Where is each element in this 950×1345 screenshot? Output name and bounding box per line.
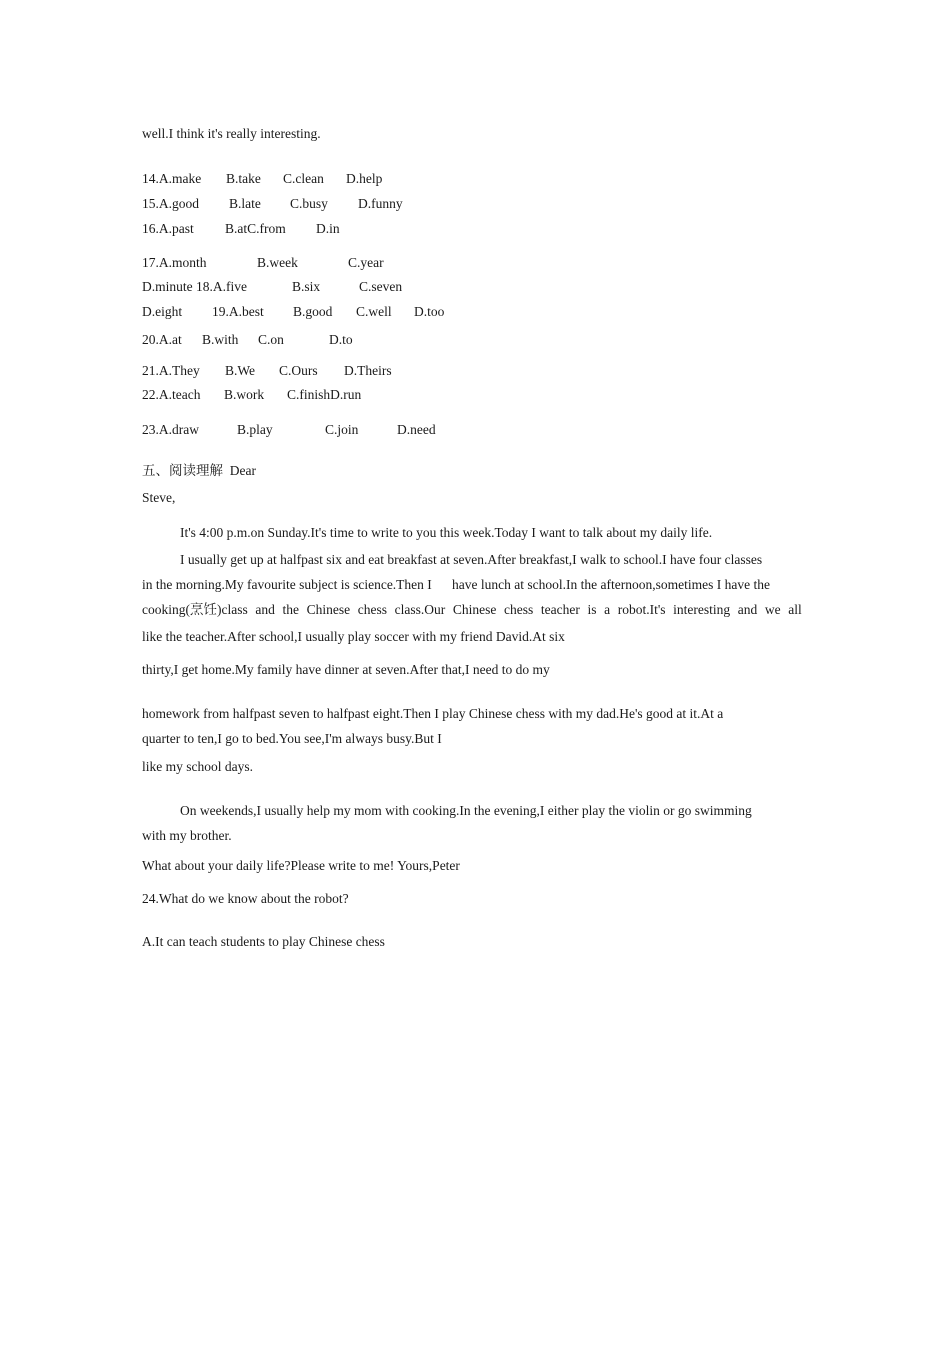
paragraph-line: with my brother.	[142, 828, 232, 843]
option-text: D.in	[316, 221, 340, 236]
word: all	[788, 602, 802, 617]
option-text: C.join	[325, 422, 359, 437]
word: Chinese	[452, 602, 497, 617]
option-text: C.on	[258, 332, 284, 347]
option-text: D.to	[329, 332, 353, 347]
option-text: C.clean	[283, 171, 324, 186]
closing-line: What about your daily life?Please write to me! Yours,Peter	[142, 858, 460, 873]
word: Chinese	[306, 602, 351, 617]
option-text: D.help	[346, 171, 383, 186]
paragraph-line: On weekends,I usually help my mom with cooking.In the evening,I either play the violin or go swimming	[180, 803, 752, 818]
word: robot.It's	[617, 602, 666, 617]
option-text: 23.A.draw	[142, 422, 199, 437]
option-text: B.We	[225, 363, 256, 378]
word: is	[587, 602, 597, 617]
option-text: D.too	[414, 304, 445, 319]
option-text: B.take	[226, 171, 261, 186]
option-text: C.busy	[290, 196, 328, 211]
option-text: C.well	[356, 304, 392, 319]
paragraph-line: thirty,I get home.My family have dinner at seven.After that,I need to do my	[142, 662, 550, 677]
option-text: B.play	[237, 422, 273, 437]
option-text: 17.A.month	[142, 255, 207, 270]
word: a	[604, 602, 611, 617]
option-text: B.work	[224, 387, 265, 402]
option-text: C.seven	[359, 279, 403, 294]
section-title: 五、阅读理解 Dear	[142, 463, 256, 478]
option-24a: A.It can teach students to play Chinese chess	[142, 934, 385, 949]
option-text: B.with	[202, 332, 239, 347]
paragraph-line: It's 4:00 p.m.on Sunday.It's time to write to you this week.Today I want to talk about my daily life.	[180, 525, 713, 540]
text-line: well.I think it's really interesting.	[142, 126, 321, 141]
option-text: D.eight	[142, 304, 183, 319]
salutation: Steve,	[142, 490, 176, 505]
option-text: 20.A.at	[142, 332, 182, 347]
option-text: C.year	[348, 255, 384, 270]
option-text: 22.A.teach	[142, 387, 201, 402]
paragraph-line: quarter to ten,I go to bed.You see,I'm always busy.But I	[142, 731, 442, 746]
paragraph-line: in the morning.My favourite subject is science.Then I have lunch at school.In the afternoon,sometimes I have the	[142, 577, 770, 592]
option-text: 21.A.They	[142, 363, 200, 378]
paragraph-line-justified	[142, 602, 802, 618]
option-text: B.atC.from	[225, 221, 286, 236]
word: chess	[357, 602, 387, 617]
option-text: 15.A.good	[142, 196, 199, 211]
option-text: 19.A.best	[212, 304, 264, 319]
word: teacher	[540, 602, 580, 617]
word: cooking(烹饪)class	[142, 602, 248, 617]
word: the	[282, 602, 299, 617]
paragraph-line: like the teacher.After school,I usually play soccer with my friend David.At six	[142, 629, 565, 644]
option-text: C.finishD.run	[287, 387, 362, 402]
word: and	[737, 602, 758, 617]
option-text: C.Ours	[279, 363, 318, 378]
word: and	[255, 602, 275, 617]
word: interesting	[673, 602, 731, 617]
option-text: D.minute 18.A.five	[142, 279, 247, 294]
paragraph-line: I usually get up at halfpast six and eat breakfast at seven.After breakfast,I walk to school.I have four classes	[180, 552, 763, 567]
option-text: B.week	[257, 255, 298, 270]
option-text: D.need	[397, 422, 436, 437]
word: chess	[503, 602, 534, 617]
option-text: B.good	[293, 304, 333, 319]
option-text: D.Theirs	[344, 363, 392, 378]
word: class.Our	[394, 602, 446, 617]
question-24: 24.What do we know about the robot?	[142, 891, 349, 906]
paragraph-line: homework from halfpast seven to halfpast eight.Then I play Chinese chess with my dad.He's good at it.At a	[142, 706, 724, 721]
option-text: B.late	[229, 196, 261, 211]
word: we	[764, 602, 781, 617]
option-text: B.six	[292, 279, 321, 294]
option-text: D.funny	[358, 196, 403, 211]
paragraph-line: like my school days.	[142, 759, 253, 774]
option-text: 14.A.make	[142, 171, 202, 186]
option-text: 16.A.past	[142, 221, 194, 236]
